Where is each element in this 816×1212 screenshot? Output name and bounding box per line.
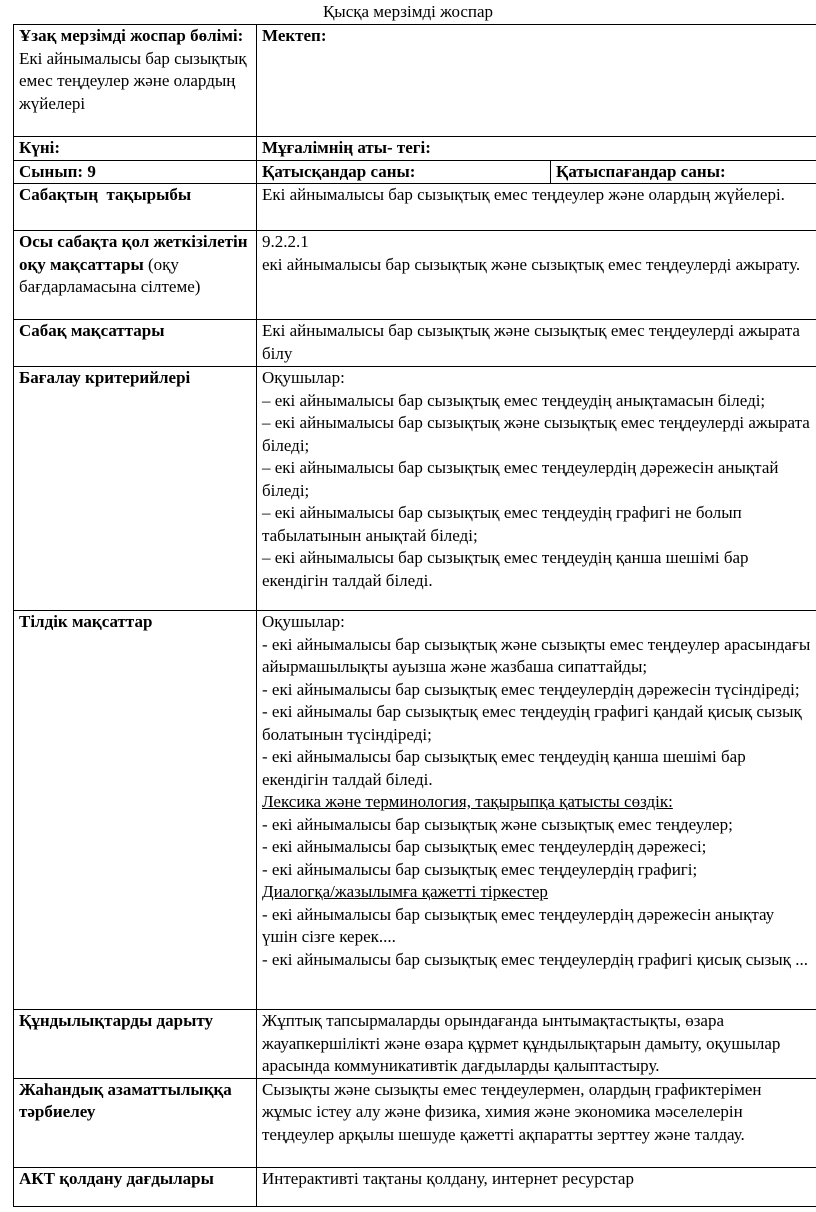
language-label: Тілдік мақсаттар <box>19 612 153 631</box>
global-citizenship-label: Жаһандық азаматтылыққа тәрбиелеу <box>19 1079 232 1121</box>
phrases-heading: Диалогқа/жазылымға қажетті тіркестер <box>262 882 548 901</box>
table-row-lesson-objectives <box>14 320 816 367</box>
learning-goals-value-cell <box>257 231 816 320</box>
learning-goals-code: 9.2.2.1 <box>262 232 309 251</box>
ict-value: Интерактивті тақтаны қолдану, интернет ресурстар <box>262 1168 634 1188</box>
teacher-cell <box>257 137 816 161</box>
ict-label: АКТ қолдану дағдылары <box>19 1168 214 1188</box>
learning-goals-label-note: (оқу бағдарламасына сілтеме) <box>19 254 201 296</box>
list-item: – екі айнымалысы бар сызықтық емес теңдеудің қанша шешімі бар екендігін талдай біледі. <box>262 548 749 590</box>
grade-label: Сынып: 9 <box>19 161 96 181</box>
topic-label-cell <box>14 184 257 231</box>
list-item: – екі айнымалысы бар сызықтық емес теңдеулердің дәрежесін анықтай біледі; <box>262 458 779 500</box>
table-row-date <box>14 137 816 161</box>
learning-goals-label: Осы сабақта қол жеткізілетін оқу мақсаттары <box>19 232 248 274</box>
list-item: - екі айнымалысы бар сызықтық емес теңдеулердің дәрежесін түсіндіреді; <box>262 679 800 699</box>
table-row-topic <box>14 184 816 231</box>
date-label: Күні: <box>19 138 61 157</box>
list-item: – екі айнымалысы бар сызықтық емес теңдеудің анықтамасын біледі; <box>262 390 766 410</box>
table-row-global-citizenship <box>14 1078 816 1167</box>
long-term-plan-label: Ұзақ мерзімді жоспар бөлімі: <box>19 26 244 45</box>
list-item: - екі айнымалы бар сызықтық емес теңдеудің графигі қандай қисық сызық болатынын түсіндіреді; <box>262 702 802 744</box>
values-value-cell <box>257 1010 816 1079</box>
global-citizenship-label-cell <box>14 1078 257 1167</box>
present-cell <box>257 160 551 184</box>
date-cell <box>14 137 257 161</box>
school-cell <box>257 25 816 137</box>
school-label: Мектеп: <box>262 26 327 45</box>
present-label: Қатысқандар саны: <box>262 161 416 181</box>
table-row-long-term-plan <box>14 25 816 137</box>
learning-goals-value: екі айнымалысы бар сызықтық және сызықтық емес теңдеулерді ажырату. <box>262 254 801 274</box>
list-item: - екі айнымалысы бар сызықтық емес теңдеулердің дәрежесі; <box>262 837 707 856</box>
list-item: - екі айнымалысы бар сызықтық емес теңдеулердің дәрежесін анықтау үшін сізге керек.... <box>262 904 775 946</box>
absent-cell <box>551 160 816 184</box>
list-item: - екі айнымалысы бар сызықтық емес теңдеудің қанша шешімі бар екендігін талдай біледі. <box>262 747 746 789</box>
vocabulary-heading: Лексика және терминология, тақырыпқа қатысты сөздік: <box>262 792 673 811</box>
absent-label: Қатыспағандар саны: <box>556 161 726 181</box>
language-intro: Оқушылар: <box>262 612 345 631</box>
topic-value: Екі айнымалысы бар сызықтық емес теңдеулер және олардың жүйелері. <box>262 185 785 204</box>
document-title: Қысқа мерзімді жоспар <box>322 2 494 21</box>
list-item: – екі айнымалысы бар сызықтық және сызықтық емес теңдеулерді ажырата біледі; <box>262 413 810 455</box>
list-item: - екі айнымалысы бар сызықтық емес теңдеулердің графигі; <box>262 859 698 879</box>
table-row-learning-goals <box>14 231 816 320</box>
assessment-label-cell <box>14 367 257 611</box>
language-value-cell <box>257 611 816 1010</box>
global-citizenship-value-cell <box>257 1078 816 1167</box>
list-item: - екі айнымалысы бар сызықтық және сызықтық емес теңдеулер; <box>262 814 733 834</box>
list-item: - екі айнымалысы бар сызықтық және сызықты емес теңдеулер арасындағы айырмашылықты ауызша және жазбаша сипаттайды; <box>262 634 811 676</box>
table-row-grade <box>14 160 816 184</box>
lesson-objectives-label: Сабақ мақсаттары <box>19 321 165 340</box>
ict-label-cell <box>14 1167 257 1206</box>
ict-value-cell <box>257 1167 816 1206</box>
values-label-cell <box>14 1010 257 1079</box>
values-label: Құндылықтарды дарыту <box>19 1011 213 1030</box>
values-value: Жұптық тапсырмаларды орындағанда ынтымақтастықты, өзара жауапкершілікті және өзара құрмет құндылықтарын дамыту, оқушылар арасында коммуникативтік дағдыларды қалыптастыру. <box>262 1011 781 1075</box>
teacher-label: Мұғалімнің аты- тегі: <box>262 138 431 157</box>
assessment-intro: Оқушылар: <box>262 368 345 387</box>
learning-goals-label-cell <box>14 231 257 320</box>
lesson-objectives-value: Екі айнымалысы бар сызықтық және сызықтық емес теңдеулерді ажырата білу <box>262 321 800 363</box>
long-term-plan-cell <box>14 25 257 137</box>
list-item: - екі айнымалысы бар сызықтық емес теңдеулердің графигі қисық сызық ... <box>262 949 808 969</box>
table-row-values <box>14 1010 816 1079</box>
lesson-plan-table <box>13 24 816 1207</box>
lesson-objectives-value-cell <box>257 320 816 367</box>
table-row-language-objectives <box>14 611 816 1010</box>
table-row-assessment <box>14 367 816 611</box>
lesson-objectives-label-cell <box>14 320 257 367</box>
assessment-label: Бағалау критерийлері <box>19 368 191 387</box>
global-citizenship-value: Сызықты және сызықты емес теңдеулермен, олардың графиктерімен жұмыс істеу алу және физика, химия және экономика мәселелерін теңдеулер арқылы шешуде қажетті ақпаратты зерттеу және талдау. <box>262 1079 762 1144</box>
long-term-plan-value: Екі айнымалысы бар сызықтық емес теңдеулер және олардың жүйелері <box>19 48 247 113</box>
topic-label: Сабақтың тақырыбы <box>19 185 192 204</box>
list-item: – екі айнымалысы бар сызықтық емес теңдеудің графигі не болып табылатынын анықтай біледі; <box>262 503 742 545</box>
topic-value-cell <box>257 184 816 231</box>
assessment-value-cell <box>257 367 816 611</box>
language-label-cell <box>14 611 257 1010</box>
grade-cell <box>14 160 257 184</box>
table-row-ict-skills <box>14 1167 816 1206</box>
